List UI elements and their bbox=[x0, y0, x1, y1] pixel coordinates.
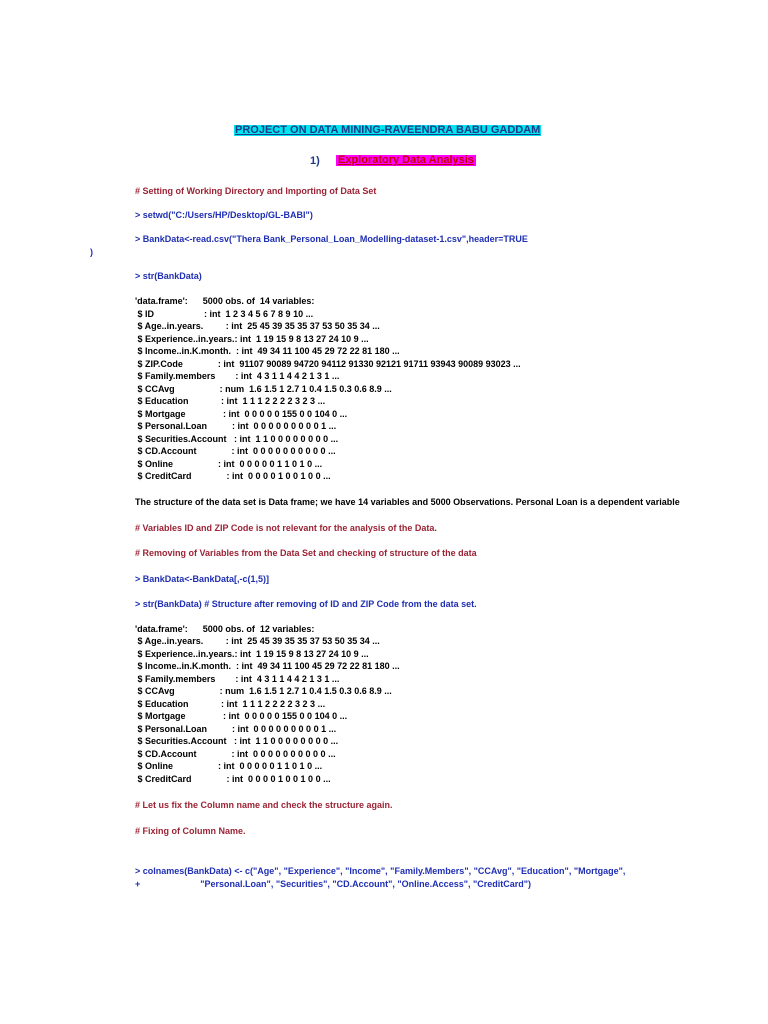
console-output-line: $ CreditCard : int 0 0 0 0 1 0 0 1 0 0 ... bbox=[135, 774, 331, 784]
console-output-line: $ Mortgage : int 0 0 0 0 0 155 0 0 104 0 ... bbox=[135, 711, 348, 721]
console-output-line: 'data.frame': 5000 obs. of 12 variables: bbox=[135, 624, 315, 634]
console-output-line: 'data.frame': 5000 obs. of 14 variables: bbox=[135, 296, 315, 306]
code-command-line: > BankData<-read.csv("Thera Bank_Personal_Loan_Modelling-dataset-1.csv",header=TRUE bbox=[135, 234, 528, 244]
console-output-line: $ Personal.Loan : int 0 0 0 0 0 0 0 0 0 1 ... bbox=[135, 421, 337, 431]
console-output-line: $ Education : int 1 1 1 2 2 2 2 3 2 3 ... bbox=[135, 699, 326, 709]
console-output-line: $ Age..in.years. : int 25 45 39 35 35 37 53 50 35 34 ... bbox=[135, 321, 380, 331]
comment-line: # Let us fix the Column name and check the structure again. bbox=[135, 800, 393, 810]
console-output-line: $ ZIP.Code : int 91107 90089 94720 94112 91330 92121 91711 93943 90089 93023 ... bbox=[135, 359, 521, 369]
console-output-line: $ Income..in.K.month. : int 49 34 11 100 45 29 72 22 81 180 ... bbox=[135, 346, 400, 356]
console-output-line: $ Family.members : int 4 3 1 1 4 4 2 1 3 1 ... bbox=[135, 674, 340, 684]
console-output-line: $ CD.Account : int 0 0 0 0 0 0 0 0 0 0 ... bbox=[135, 749, 336, 759]
code-command-line: > str(BankData) bbox=[135, 271, 202, 281]
console-output-line: $ Online : int 0 0 0 0 0 1 1 0 1 0 ... bbox=[135, 459, 323, 469]
console-output-line: $ CCAvg : num 1.6 1.5 1 2.7 1 0.4 1.5 0.3 0.6 8.9 ... bbox=[135, 686, 392, 696]
console-output-line: $ Experience..in.years.: int 1 19 15 9 8 13 27 24 10 9 ... bbox=[135, 649, 369, 659]
console-output-line: $ ID : int 1 2 3 4 5 6 7 8 9 10 ... bbox=[135, 309, 314, 319]
console-output-line: $ Family.members : int 4 3 1 1 4 4 2 1 3 1 ... bbox=[135, 371, 340, 381]
console-output-line: $ CD.Account : int 0 0 0 0 0 0 0 0 0 0 ... bbox=[135, 446, 336, 456]
code-command-line: > BankData<-BankData[,-c(1,5)] bbox=[135, 574, 270, 584]
console-output-line: $ Online : int 0 0 0 0 0 1 1 0 1 0 ... bbox=[135, 761, 323, 771]
console-output-line: $ Education : int 1 1 1 2 2 2 2 3 2 3 ... bbox=[135, 396, 326, 406]
section-heading: Exploratory Data Analysis bbox=[338, 154, 474, 166]
console-output-line: $ Age..in.years. : int 25 45 39 35 35 37 53 50 35 34 ... bbox=[135, 636, 380, 646]
console-output-line: $ Securities.Account : int 1 1 0 0 0 0 0 0 0 0 ... bbox=[135, 736, 339, 746]
console-output-line: $ Personal.Loan : int 0 0 0 0 0 0 0 0 0 1 ... bbox=[135, 724, 337, 734]
console-output-line: $ CreditCard : int 0 0 0 0 1 0 0 1 0 0 ... bbox=[135, 471, 331, 481]
code-command-line: > colnames(BankData) <- c("Age", "Experience", "Income", "Family.Members", "CCAvg", "Education", "Mortgage", bbox=[135, 866, 626, 876]
section-number: 1) bbox=[310, 155, 320, 167]
paragraph-text: The structure of the data set is Data frame; we have 14 variables and 5000 Observations. Personal Loan is a dependent variable bbox=[135, 497, 680, 507]
console-output-line: $ CCAvg : num 1.6 1.5 1 2.7 1 0.4 1.5 0.3 0.6 8.9 ... bbox=[135, 384, 392, 394]
console-output-line: $ Experience..in.years.: int 1 19 15 9 8 13 27 24 10 9 ... bbox=[135, 334, 369, 344]
code-command-line: > str(BankData) # Structure after removing of ID and ZIP Code from the data set. bbox=[135, 599, 477, 609]
code-command-line: > setwd("C:/Users/HP/Desktop/GL-BABI") bbox=[135, 210, 313, 220]
comment-line: # Variables ID and ZIP Code is not relevant for the analysis of the Data. bbox=[135, 523, 437, 533]
code-command-line: ) bbox=[90, 247, 93, 257]
console-output-line: $ Income..in.K.month. : int 49 34 11 100 45 29 72 22 81 180 ... bbox=[135, 661, 400, 671]
comment-line: # Fixing of Column Name. bbox=[135, 826, 246, 836]
comment-line: # Removing of Variables from the Data Set and checking of structure of the data bbox=[135, 548, 477, 558]
document-title: PROJECT ON DATA MINING-RAVEENDRA BABU GADDAM bbox=[235, 124, 541, 136]
code-command-line: + "Personal.Loan", "Securities", "CD.Account", "Online.Access", "CreditCard") bbox=[135, 879, 532, 889]
console-output-line: $ Securities.Account : int 1 1 0 0 0 0 0 0 0 0 ... bbox=[135, 434, 339, 444]
comment-line: # Setting of Working Directory and Importing of Data Set bbox=[135, 186, 377, 196]
console-output-line: $ Mortgage : int 0 0 0 0 0 155 0 0 104 0 ... bbox=[135, 409, 348, 419]
